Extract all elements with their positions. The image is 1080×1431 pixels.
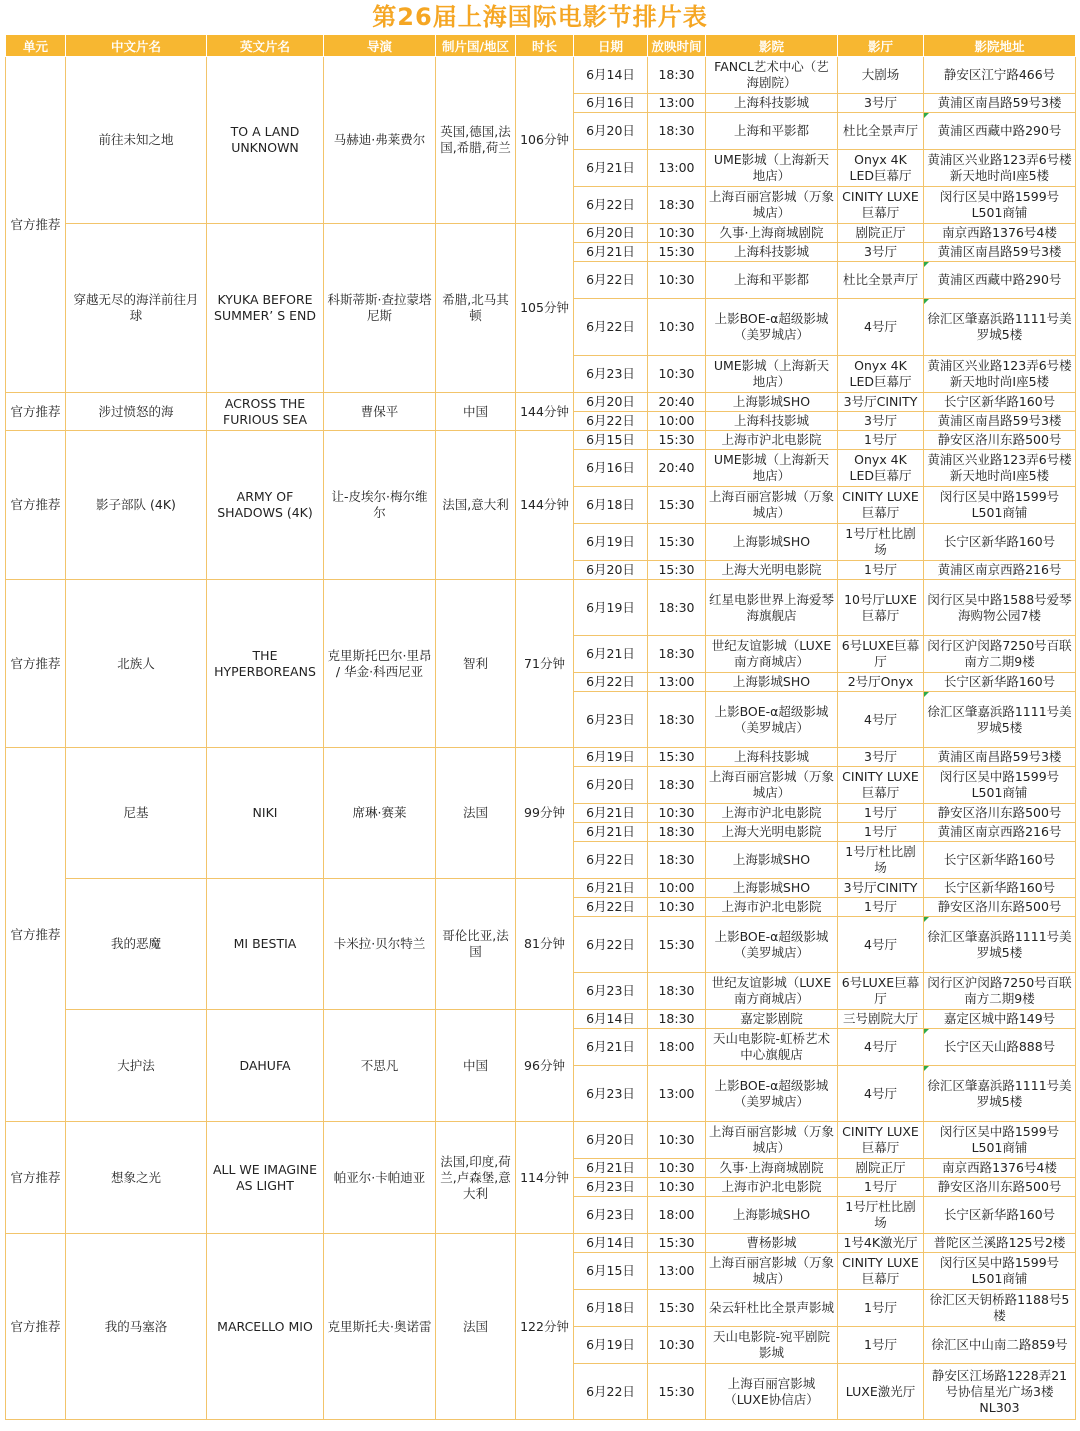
film-duration: 71分钟 (516, 580, 574, 748)
screening-address: 静安区江宁路466号 (924, 57, 1076, 94)
screening-date: 6月19日 (574, 580, 648, 636)
film-country: 中国 (436, 393, 516, 431)
film-director: 让-皮埃尔·梅尔维尔 (324, 431, 436, 580)
screening-row (6, 879, 1076, 898)
screening-hall: CINITY LUXE巨幕厅 (838, 187, 924, 224)
screening-time: 10:30 (648, 224, 706, 243)
film-country: 法国 (436, 1234, 516, 1420)
screening-time: 18:30 (648, 823, 706, 842)
header-country: 制片国/地区 (436, 35, 516, 57)
film-country: 希腊,北马其顿 (436, 224, 516, 393)
screening-hall: 1号4K激光厅 (838, 1234, 924, 1253)
screening-cinema: 上海百丽宫影城（LUXE协信店） (706, 1364, 838, 1420)
screening-cinema: UME影城（上海新天地店） (706, 150, 838, 187)
screening-date: 6月23日 (574, 692, 648, 748)
film-duration: 122分钟 (516, 1234, 574, 1420)
screening-row (6, 1234, 1076, 1253)
screening-address: 黄浦区南京西路216号 (924, 823, 1076, 842)
film-cn-title: 大护法 (66, 1010, 207, 1122)
screening-cinema: 上海影城SHO (706, 1197, 838, 1234)
screening-cinema: 久事·上海商城剧院 (706, 224, 838, 243)
screening-hall: LUXE激光厅 (838, 1364, 924, 1420)
screening-address: 闵行区沪闵路7250号百联南方二期9楼 (924, 973, 1076, 1010)
film-director: 曹保平 (324, 393, 436, 431)
film-duration: 144分钟 (516, 393, 574, 431)
film-country: 哥伦比亚,法国 (436, 879, 516, 1010)
header-duration: 时长 (516, 35, 574, 57)
screening-address: 徐汇区肇嘉浜路1111号美罗城5楼 (924, 917, 1076, 973)
screening-address: 长宁区天山路888号 (924, 1029, 1076, 1066)
screening-hall: 1号厅 (838, 823, 924, 842)
screening-cinema: 上海市沪北电影院 (706, 1178, 838, 1197)
screening-address: 黄浦区南昌路59号3楼 (924, 412, 1076, 431)
screening-hall: 杜比全景声厅 (838, 262, 924, 299)
screening-time: 10:30 (648, 356, 706, 393)
screening-cinema: 上海科技影城 (706, 412, 838, 431)
film-country: 法国,意大利 (436, 431, 516, 580)
screening-hall: 1号厅杜比剧场 (838, 842, 924, 879)
unit-cell: 官方推荐 (6, 57, 66, 393)
screening-row (6, 748, 1076, 767)
screening-hall: 3号厅CINITY (838, 393, 924, 412)
screening-cinema: 上海科技影城 (706, 243, 838, 262)
screening-address: 闵行区沪闵路7250号百联南方二期9楼 (924, 636, 1076, 673)
screening-cinema: 上影BOE-α超级影城（美罗城店） (706, 692, 838, 748)
film-country: 智利 (436, 580, 516, 748)
screening-cinema: 上海科技影城 (706, 94, 838, 113)
screening-hall: 4号厅 (838, 299, 924, 356)
screening-hall: 1号厅杜比剧场 (838, 1197, 924, 1234)
screening-date: 6月22日 (574, 673, 648, 692)
screening-date: 6月21日 (574, 150, 648, 187)
screening-cinema: FANCL艺术中心（艺海剧院） (706, 57, 838, 94)
screening-time: 18:30 (648, 767, 706, 804)
screening-address: 徐汇区中山南二路859号 (924, 1327, 1076, 1364)
screening-cinema: 上海百丽宫影城（万象城店） (706, 767, 838, 804)
screening-time: 18:30 (648, 636, 706, 673)
screening-address: 静安区洛川东路500号 (924, 1178, 1076, 1197)
header-cinema: 影院 (706, 35, 838, 57)
screening-hall: Onyx 4K LED巨幕厅 (838, 150, 924, 187)
screening-address: 闵行区吴中路1588号爱琴海购物公园7楼 (924, 580, 1076, 636)
screening-address: 闵行区吴中路1599号L501商铺 (924, 767, 1076, 804)
screening-address: 长宁区新华路160号 (924, 673, 1076, 692)
film-cn-title: 想象之光 (66, 1122, 207, 1234)
film-director: 科斯蒂斯·查拉蒙塔尼斯 (324, 224, 436, 393)
screening-hall: CINITY LUXE巨幕厅 (838, 1253, 924, 1290)
screening-hall: 4号厅 (838, 1029, 924, 1066)
screening-time: 10:30 (648, 898, 706, 917)
header-date: 日期 (574, 35, 648, 57)
screening-hall: 6号LUXE巨幕厅 (838, 973, 924, 1010)
header-hall: 影厅 (838, 35, 924, 57)
screening-date: 6月21日 (574, 636, 648, 673)
screening-address: 长宁区新华路160号 (924, 879, 1076, 898)
film-director: 不思凡 (324, 1010, 436, 1122)
screening-address: 长宁区新华路160号 (924, 393, 1076, 412)
screening-cinema: 上海市沪北电影院 (706, 898, 838, 917)
screening-cinema: 上海影城SHO (706, 879, 838, 898)
screening-address: 黄浦区兴业路123弄6号楼新天地时尚Ⅰ座5楼 (924, 150, 1076, 187)
screening-time: 15:30 (648, 1290, 706, 1327)
screening-time: 15:30 (648, 487, 706, 524)
screening-date: 6月21日 (574, 879, 648, 898)
film-en-title: ALL WE IMAGINE AS LIGHT (207, 1122, 324, 1234)
screening-address: 黄浦区西藏中路290号 (924, 262, 1076, 299)
screening-address: 黄浦区南京西路216号 (924, 561, 1076, 580)
screening-address: 静安区洛川东路500号 (924, 804, 1076, 823)
screening-address: 静安区洛川东路500号 (924, 898, 1076, 917)
film-en-title: DAHUFA (207, 1010, 324, 1122)
screening-date: 6月21日 (574, 804, 648, 823)
screening-cinema: 天山电影院-宛平剧院影城 (706, 1327, 838, 1364)
screening-date: 6月16日 (574, 450, 648, 487)
film-cn-title: 我的马塞洛 (66, 1234, 207, 1420)
screening-address: 静安区洛川东路500号 (924, 431, 1076, 450)
unit-cell: 官方推荐 (6, 748, 66, 1122)
screening-time: 15:30 (648, 917, 706, 973)
screening-cinema: 上海百丽宫影城（万象城店） (706, 1253, 838, 1290)
screening-date: 6月19日 (574, 1327, 648, 1364)
screening-cinema: 上影BOE-α超级影城（美罗城店） (706, 299, 838, 356)
screening-time: 18:30 (648, 187, 706, 224)
screening-address: 南京西路1376号4楼 (924, 224, 1076, 243)
screening-address: 嘉定区城中路149号 (924, 1010, 1076, 1029)
screening-hall: 3号厅 (838, 412, 924, 431)
unit-cell: 官方推荐 (6, 393, 66, 431)
header-cn-title: 中文片名 (66, 35, 207, 57)
screening-cinema: 上海影城SHO (706, 842, 838, 879)
screening-time: 18:00 (648, 1029, 706, 1066)
film-en-title: ARMY OF SHADOWS (4K) (207, 431, 324, 580)
screening-date: 6月23日 (574, 973, 648, 1010)
screening-date: 6月14日 (574, 1010, 648, 1029)
screening-time: 15:30 (648, 243, 706, 262)
screening-address: 黄浦区南昌路59号3楼 (924, 94, 1076, 113)
film-duration: 99分钟 (516, 748, 574, 879)
screening-date: 6月20日 (574, 113, 648, 150)
screening-date: 6月22日 (574, 262, 648, 299)
screening-address: 徐汇区肇嘉浜路1111号美罗城5楼 (924, 1066, 1076, 1122)
screening-date: 6月22日 (574, 187, 648, 224)
header-address: 影院地址 (924, 35, 1076, 57)
film-cn-title: 涉过愤怒的海 (66, 393, 207, 431)
screening-address: 黄浦区南昌路59号3楼 (924, 243, 1076, 262)
screening-row (6, 1122, 1076, 1159)
screening-cinema: 上海和平影都 (706, 262, 838, 299)
schedule-table (5, 34, 1076, 1420)
screening-time: 15:30 (648, 1364, 706, 1420)
screening-address: 徐汇区天钥桥路1188号5楼 (924, 1290, 1076, 1327)
screening-time: 10:30 (648, 804, 706, 823)
screening-hall: 杜比全景声厅 (838, 113, 924, 150)
screening-cinema: 朵云轩杜比全景声影城 (706, 1290, 838, 1327)
film-cn-title: 我的恶魔 (66, 879, 207, 1010)
screening-date: 6月19日 (574, 524, 648, 561)
unit-cell: 官方推荐 (6, 1234, 66, 1420)
screening-time: 15:30 (648, 748, 706, 767)
film-en-title: TO A LAND UNKNOWN (207, 57, 324, 224)
screening-time: 10:00 (648, 879, 706, 898)
screening-time: 18:30 (648, 973, 706, 1010)
screening-time: 18:30 (648, 692, 706, 748)
screening-date: 6月21日 (574, 1029, 648, 1066)
screening-cinema: 上海百丽宫影城（万象城店） (706, 1122, 838, 1159)
screening-row (6, 57, 1076, 94)
screening-cinema: 上海市沪北电影院 (706, 804, 838, 823)
screening-address: 闵行区吴中路1599号L501商铺 (924, 1122, 1076, 1159)
header-time: 放映时间 (648, 35, 706, 57)
film-country: 英国,德国,法国,希腊,荷兰 (436, 57, 516, 224)
film-en-title: KYUKA BEFORE SUMMER’ S END (207, 224, 324, 393)
film-cn-title: 尼基 (66, 748, 207, 879)
screening-cinema: 上海百丽宫影城（万象城店） (706, 187, 838, 224)
screening-address: 南京西路1376号4楼 (924, 1159, 1076, 1178)
screening-time: 15:30 (648, 561, 706, 580)
screening-cinema: 世纪友谊影城（LUXE南方商城店） (706, 973, 838, 1010)
screening-date: 6月22日 (574, 412, 648, 431)
screening-time: 10:30 (648, 1178, 706, 1197)
screening-cinema: 天山电影院-虹桥艺术中心旗舰店 (706, 1029, 838, 1066)
screening-date: 6月21日 (574, 823, 648, 842)
film-en-title: THE HYPERBOREANS (207, 580, 324, 748)
screening-cinema: 上海影城SHO (706, 524, 838, 561)
film-duration: 81分钟 (516, 879, 574, 1010)
screening-hall: Onyx 4K LED巨幕厅 (838, 356, 924, 393)
screening-time: 10:00 (648, 412, 706, 431)
screening-time: 18:30 (648, 580, 706, 636)
film-director: 席琳·赛莱 (324, 748, 436, 879)
screening-hall: 三号剧院大厅 (838, 1010, 924, 1029)
screening-time: 18:00 (648, 1197, 706, 1234)
screening-hall: CINITY LUXE巨幕厅 (838, 767, 924, 804)
screening-cinema: 曹杨影城 (706, 1234, 838, 1253)
screening-time: 13:00 (648, 1253, 706, 1290)
screening-date: 6月19日 (574, 748, 648, 767)
screening-row (6, 580, 1076, 636)
screening-hall: 4号厅 (838, 917, 924, 973)
screening-hall: 3号厅 (838, 748, 924, 767)
screening-hall: 2号厅Onyx (838, 673, 924, 692)
unit-cell: 官方推荐 (6, 580, 66, 748)
screening-cinema: 上海和平影都 (706, 113, 838, 150)
screening-time: 13:00 (648, 1066, 706, 1122)
screening-cinema: 上海大光明电影院 (706, 823, 838, 842)
screening-row (6, 224, 1076, 243)
film-country: 中国 (436, 1010, 516, 1122)
screening-date: 6月22日 (574, 842, 648, 879)
header-unit: 单元 (6, 35, 66, 57)
screening-time: 10:30 (648, 299, 706, 356)
screening-time: 10:30 (648, 1327, 706, 1364)
screening-hall: 6号LUXE巨幕厅 (838, 636, 924, 673)
film-director: 克里斯托夫·奥诺雷 (324, 1234, 436, 1420)
screening-date: 6月20日 (574, 393, 648, 412)
header-en-title: 英文片名 (207, 35, 324, 57)
film-duration: 114分钟 (516, 1122, 574, 1234)
screening-row (6, 393, 1076, 412)
screening-address: 闵行区吴中路1599号L501商铺 (924, 1253, 1076, 1290)
screening-hall: 1号厅 (838, 561, 924, 580)
screening-time: 15:30 (648, 1234, 706, 1253)
screening-time: 18:30 (648, 842, 706, 879)
film-duration: 105分钟 (516, 224, 574, 393)
film-cn-title: 穿越无尽的海洋前往月球 (66, 224, 207, 393)
screening-cinema: 上海科技影城 (706, 748, 838, 767)
screening-address: 黄浦区南昌路59号3楼 (924, 748, 1076, 767)
screening-cinema: 嘉定影剧院 (706, 1010, 838, 1029)
film-country: 法国 (436, 748, 516, 879)
film-country: 法国,印度,荷兰,卢森堡,意大利 (436, 1122, 516, 1234)
screening-date: 6月23日 (574, 1178, 648, 1197)
screening-hall: 1号厅 (838, 1178, 924, 1197)
screening-address: 黄浦区兴业路123弄6号楼新天地时尚Ⅰ座5楼 (924, 356, 1076, 393)
film-en-title: MARCELLO MIO (207, 1234, 324, 1420)
film-duration: 144分钟 (516, 431, 574, 580)
screening-date: 6月22日 (574, 917, 648, 973)
film-en-title: MI BESTIA (207, 879, 324, 1010)
screening-time: 13:00 (648, 150, 706, 187)
screening-date: 6月22日 (574, 1364, 648, 1420)
screening-hall: 剧院正厅 (838, 1159, 924, 1178)
screening-date: 6月20日 (574, 224, 648, 243)
film-en-title: ACROSS THE FURIOUS SEA (207, 393, 324, 431)
screening-hall: 3号厅 (838, 243, 924, 262)
screening-time: 20:40 (648, 393, 706, 412)
screening-date: 6月23日 (574, 1066, 648, 1122)
screening-date: 6月14日 (574, 1234, 648, 1253)
screening-hall: 4号厅 (838, 1066, 924, 1122)
screening-hall: 3号厅 (838, 94, 924, 113)
screening-cinema: UME影城（上海新天地店） (706, 356, 838, 393)
screening-address: 长宁区新华路160号 (924, 842, 1076, 879)
screening-date: 6月20日 (574, 1122, 648, 1159)
screening-time: 18:30 (648, 113, 706, 150)
screening-date: 6月22日 (574, 299, 648, 356)
screening-time: 15:30 (648, 431, 706, 450)
film-duration: 106分钟 (516, 57, 574, 224)
screening-date: 6月18日 (574, 487, 648, 524)
screening-time: 15:30 (648, 524, 706, 561)
screening-date: 6月14日 (574, 57, 648, 94)
screening-hall: Onyx 4K LED巨幕厅 (838, 450, 924, 487)
film-duration: 96分钟 (516, 1010, 574, 1122)
header-row (6, 35, 1076, 57)
film-director: 马赫迪·弗莱费尔 (324, 57, 436, 224)
screening-address: 黄浦区兴业路123弄6号楼新天地时尚Ⅰ座5楼 (924, 450, 1076, 487)
screening-hall: 剧院正厅 (838, 224, 924, 243)
screening-hall: 1号厅 (838, 804, 924, 823)
screening-address: 闵行区吴中路1599号L501商铺 (924, 187, 1076, 224)
screening-date: 6月20日 (574, 561, 648, 580)
screening-cinema: 上影BOE-α超级影城（美罗城店） (706, 917, 838, 973)
screening-address: 长宁区新华路160号 (924, 1197, 1076, 1234)
unit-cell: 官方推荐 (6, 431, 66, 580)
film-director: 帕亚尔·卡帕迪亚 (324, 1122, 436, 1234)
screening-date: 6月23日 (574, 1197, 648, 1234)
screening-time: 18:30 (648, 1010, 706, 1029)
screening-cinema: 上海大光明电影院 (706, 561, 838, 580)
screening-cinema: 上影BOE-α超级影城（美罗城店） (706, 1066, 838, 1122)
screening-row (6, 431, 1076, 450)
page-title: 第26届上海国际电影节排片表 (372, 3, 708, 31)
film-en-title: NIKI (207, 748, 324, 879)
screening-time: 20:40 (648, 450, 706, 487)
screening-hall: 大剧场 (838, 57, 924, 94)
screening-address: 闵行区吴中路1599号L501商铺 (924, 487, 1076, 524)
screening-time: 13:00 (648, 673, 706, 692)
screening-cinema: UME影城（上海新天地店） (706, 450, 838, 487)
screening-cinema: 久事·上海商城剧院 (706, 1159, 838, 1178)
screening-address: 徐汇区肇嘉浜路1111号美罗城5楼 (924, 299, 1076, 356)
screening-date: 6月23日 (574, 356, 648, 393)
screening-hall: 1号厅 (838, 1290, 924, 1327)
screening-hall: 1号厅 (838, 898, 924, 917)
screening-date: 6月21日 (574, 243, 648, 262)
screening-address: 长宁区新华路160号 (924, 524, 1076, 561)
screening-date: 6月15日 (574, 1253, 648, 1290)
screening-hall: 1号厅杜比剧场 (838, 524, 924, 561)
screening-date: 6月16日 (574, 94, 648, 113)
screening-hall: CINITY LUXE巨幕厅 (838, 487, 924, 524)
screening-row (6, 1010, 1076, 1029)
screening-hall: 1号厅 (838, 431, 924, 450)
screening-address: 徐汇区肇嘉浜路1111号美罗城5楼 (924, 692, 1076, 748)
screening-hall: 10号厅LUXE巨幕厅 (838, 580, 924, 636)
screening-hall: CINITY LUXE巨幕厅 (838, 1122, 924, 1159)
film-director: 卡米拉·贝尔特兰 (324, 879, 436, 1010)
screening-time: 18:30 (648, 57, 706, 94)
screening-cinema: 上海影城SHO (706, 393, 838, 412)
film-cn-title: 影子部队 (4K) (66, 431, 207, 580)
screening-time: 10:30 (648, 1122, 706, 1159)
screening-cinema: 世纪友谊影城（LUXE南方商城店） (706, 636, 838, 673)
screening-hall: 3号厅CINITY (838, 879, 924, 898)
screening-hall: 1号厅 (838, 1327, 924, 1364)
film-cn-title: 前往未知之地 (66, 57, 207, 224)
screening-cinema: 上海影城SHO (706, 673, 838, 692)
screening-time: 10:30 (648, 1159, 706, 1178)
screening-date: 6月15日 (574, 431, 648, 450)
header-director: 导演 (324, 35, 436, 57)
unit-cell: 官方推荐 (6, 1122, 66, 1234)
screening-date: 6月20日 (574, 767, 648, 804)
film-cn-title: 北族人 (66, 580, 207, 748)
screening-address: 普陀区兰溪路125号2楼 (924, 1234, 1076, 1253)
screening-time: 13:00 (648, 94, 706, 113)
screening-cinema: 红星电影世界上海爱琴海旗舰店 (706, 580, 838, 636)
screening-cinema: 上海百丽宫影城（万象城店） (706, 487, 838, 524)
screening-date: 6月21日 (574, 1159, 648, 1178)
screening-date: 6月18日 (574, 1290, 648, 1327)
screening-cinema: 上海市沪北电影院 (706, 431, 838, 450)
screening-date: 6月22日 (574, 898, 648, 917)
screening-hall: 4号厅 (838, 692, 924, 748)
screening-address: 静安区江场路1228弄21号协信星光广场3楼NL303 (924, 1364, 1076, 1420)
film-director: 克里斯托巴尔·里昂 / 华金·科西尼亚 (324, 580, 436, 748)
screening-address: 黄浦区西藏中路290号 (924, 113, 1076, 150)
screening-time: 10:30 (648, 262, 706, 299)
